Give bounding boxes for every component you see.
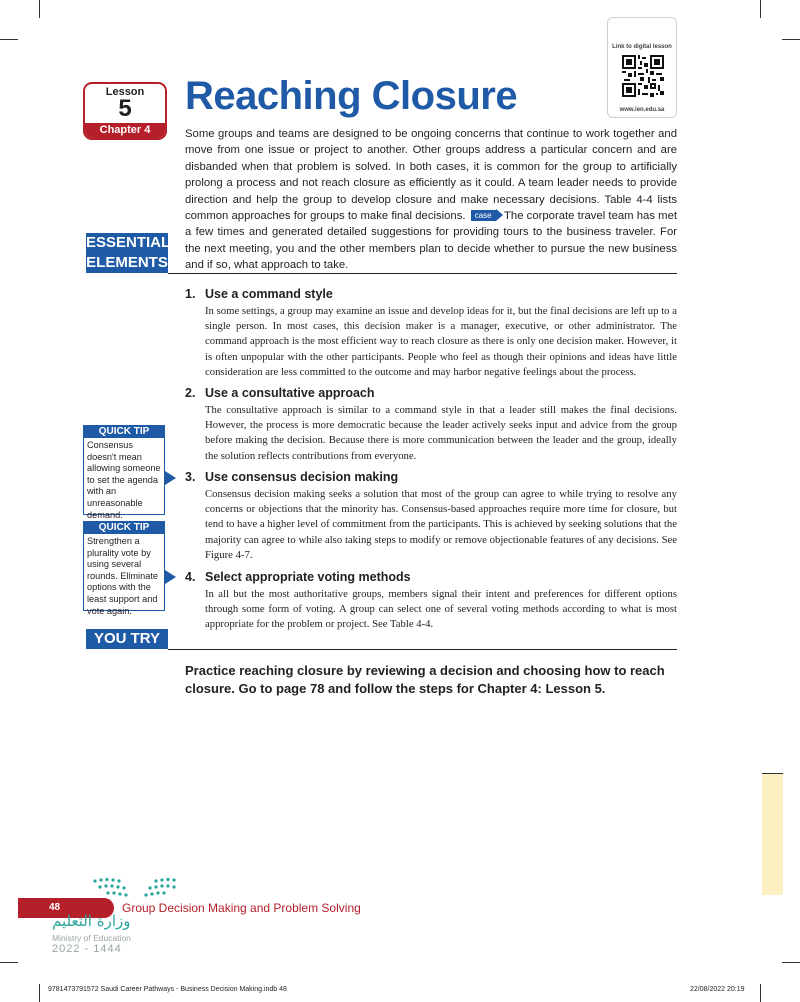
essential-elements-line-1: ESSENTIAL: [86, 234, 171, 251]
step-title: Use consensus decision making: [205, 470, 399, 484]
section-divider: [168, 649, 677, 650]
print-slug-date: 22/08/2022 20:19: [690, 986, 745, 993]
quick-tip-label: QUICK TIP: [84, 426, 164, 438]
crop-mark: [760, 984, 761, 1002]
digital-lesson-qr-link[interactable]: [607, 17, 677, 118]
quick-tip-2: [83, 521, 165, 616]
step-number: 2.: [185, 386, 196, 400]
step-body: Consensus decision making seeks a solution that most of the group can agree to while trying to resolve any concerns or objections that the minority has. Consensus-based approaches require more time for closure, but tend to have a higher level of commitment from the participants. This is achieved by seeking solutions that the majority can agree to while also taking steps to modify or remove objectionable features of any decisions. See Figure 4-7.: [205, 488, 678, 561]
step-heading: [185, 570, 677, 584]
qr-code-icon: [622, 55, 664, 97]
intro-text-part-2: The corporate travel team has met a few times and generated detailed suggestions for providing tours to the business traveler. For the next meeting, you and the other members plan to decide whether to pursue the new business and if so, what approach to take.: [185, 210, 677, 272]
crop-mark: [0, 39, 18, 40]
step-3: [185, 470, 677, 563]
step-4: [185, 570, 677, 633]
crop-mark: [782, 962, 800, 963]
tip-pointer-arrow-icon: [165, 471, 176, 485]
lesson-label: Lesson: [105, 86, 145, 98]
step-title: Use a consultative approach: [205, 386, 375, 400]
page-title: Reaching Closure: [185, 74, 518, 118]
step-heading: [185, 470, 677, 484]
chapter-tab-strip: [762, 774, 783, 895]
edition-year: 2022 - 1444: [52, 943, 122, 955]
book-title: Group Decision Making and Problem Solving: [122, 901, 361, 915]
case-tag: case: [471, 210, 496, 221]
step-heading: [185, 386, 677, 400]
crop-mark: [0, 962, 18, 963]
step-body: The consultative approach is similar to a command style in that a leader still makes the final decisions. However, the process is more democratic because the leader actively seeks input and advice from the group before making the decision. Because there is more communication between the leader and the group, ideally the solution reflects contributions from everyone.: [205, 404, 677, 462]
lesson-badge: [83, 82, 167, 140]
quick-tip-label: QUICK TIP: [84, 522, 164, 534]
step-1: [185, 287, 677, 380]
intro-paragraph: [185, 126, 677, 274]
quick-tip-text: Consensus doesn't mean allowing someone to set the agenda with an unreasonable demand.: [87, 440, 161, 520]
ministry-name-arabic: وزارة التعليم: [52, 912, 131, 930]
quick-tip-1: [83, 425, 165, 520]
essential-elements-heading: [86, 233, 171, 273]
intro-text-part-1: Some groups and teams are designed to be ongoing concerns that continue to work together and move from one issue or project to another. Other groups address a particular concern and are disbanded when that problem is solved. In both cases, it is common for the group to artificially prolong a process and not reach closure as efficiently as it could. A team leader needs to provide direction and help the group to develop closure and make necessary decisions. Table 4-4 lists common approaches for groups to make final decisions.: [185, 128, 677, 223]
you-try-it-heading: YOU TRY IT: [86, 629, 168, 649]
step-2: [185, 386, 677, 464]
step-body: In all but the most authoritative groups, members signal their intent and preferences for different options through some form of voting. A group can select one of several voting methods according to what is most appropriate for the problem or project. See Table 4-4.: [205, 588, 677, 631]
ministry-name-english: Ministry of Education: [52, 933, 131, 943]
step-title: Use a command style: [205, 287, 333, 301]
section-divider: [168, 273, 677, 274]
essential-elements-line-2: ELEMENTS: [86, 254, 168, 271]
step-title: Select appropriate voting methods: [205, 570, 411, 584]
chapter-label: Chapter 4: [85, 123, 165, 138]
page-number: 48: [49, 902, 61, 913]
crop-mark: [782, 39, 800, 40]
step-number: 4.: [185, 570, 196, 584]
crop-mark: [760, 0, 761, 18]
crop-mark: [39, 984, 40, 1002]
crop-mark: [39, 0, 40, 18]
lesson-number: 5: [118, 95, 132, 122]
ministry-logo-dots-icon: [90, 877, 180, 899]
print-slug-file: 9781473791572 Saudi Career Pathways - Business Decision Making.indb 48: [48, 986, 287, 993]
step-number: 3.: [185, 470, 196, 484]
you-try-it-text: Practice reaching closure by reviewing a decision and choosing how to reach closure. Go to page 78 and follow the steps for Chapter 4: Lesson 5.: [185, 663, 665, 696]
step-number: 1.: [185, 287, 196, 301]
tip-pointer-arrow-icon: [165, 570, 176, 584]
qr-url: www.ien.edu.sa: [619, 107, 665, 113]
qr-link-label: Link to digital lesson: [612, 44, 672, 50]
step-body: In some settings, a group may examine an issue and develop ideas for it, but the final decisions are left up to a single person. In most cases, this decision maker is a manager, executive, or other administrator. The command approach is the most efficient way to reach closure as there is only one decision maker. However, it is often unpopular with the other participants. People who feel as though their opinions and ideas have little consideration are less committed to the outcome and may harbor negative feelings about the process.: [205, 305, 677, 378]
quick-tip-text: Strengthen a plurality vote by using several rounds. Eliminate options with the least support and vote again.: [87, 536, 158, 616]
step-heading: [185, 287, 677, 301]
